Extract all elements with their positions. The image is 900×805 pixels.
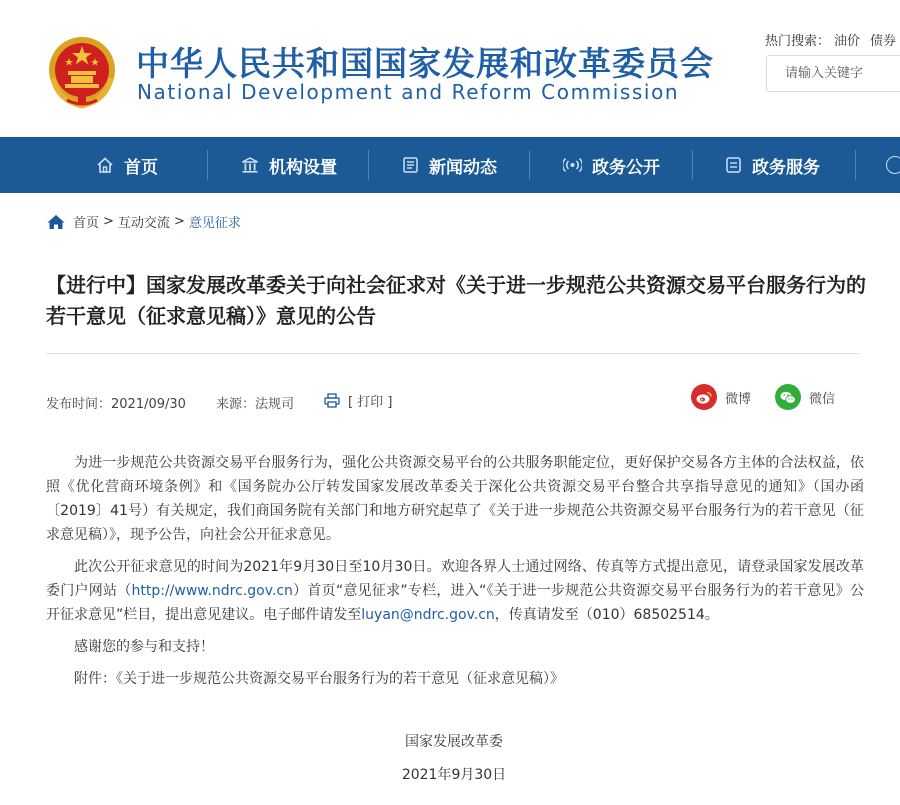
nav-divider bbox=[368, 150, 369, 180]
nav-item-gov-affairs-open[interactable] bbox=[563, 137, 660, 193]
breadcrumb-link-interaction[interactable]: 互动交流 bbox=[117, 216, 170, 231]
hot-search-label: 热门搜索： bbox=[765, 34, 831, 49]
site-header bbox=[0, 0, 900, 137]
article-source: 来源：法规司 bbox=[216, 397, 295, 412]
nav-label-news: 新闻动态 bbox=[429, 157, 497, 178]
nav-label-home: 首页 bbox=[124, 157, 158, 178]
hot-search bbox=[765, 30, 900, 49]
search-box bbox=[766, 55, 900, 92]
share-weibo-button[interactable] bbox=[691, 384, 751, 410]
printer-icon bbox=[324, 393, 340, 408]
article-paragraph-3: 感谢您的参与和支持！ bbox=[74, 639, 214, 655]
nav-item-news[interactable] bbox=[402, 137, 497, 193]
nav-divider bbox=[855, 150, 856, 180]
news-icon bbox=[402, 156, 419, 174]
nav-divider bbox=[529, 150, 530, 180]
article-paragraph-1: 为进一步规范公共资源交易平台服务行为，强化公共资源交易平台的公共服务职能定位，更好保护交易各方主体的合法权益，依照《优化营商环境条例》和《国务院办公厅转发国家发展改革委关于深化公共资源交易平台整合共享指导意见的通知》（国办函〔2019〕41号）有关规定，我们商国务院有关部门和地方研究起草了《关于进一步规范公共资源交易平台服务行为的若干意见（征求意见稿）》，现予公告，向社会公开征求意见。 bbox=[46, 455, 864, 543]
print-button[interactable] bbox=[324, 391, 392, 410]
share-wechat-label: 微信 bbox=[809, 391, 836, 407]
title-divider bbox=[46, 353, 860, 354]
signoff-organization: 国家发展改革委 bbox=[405, 734, 503, 750]
breadcrumb-current: 意见征求 bbox=[188, 216, 241, 231]
nav-divider bbox=[207, 150, 208, 180]
share-wechat-button[interactable] bbox=[775, 384, 835, 410]
main-nav bbox=[0, 137, 900, 193]
nav-item-home[interactable] bbox=[96, 137, 158, 193]
nav-divider bbox=[692, 150, 693, 180]
attachment-link[interactable]: 附件：《关于进一步规范公共资源交易平台服务行为的若干意见（征求意见稿）》 bbox=[74, 671, 564, 687]
nav-label-gov-services: 政务服务 bbox=[752, 157, 820, 178]
wechat-icon bbox=[775, 384, 801, 410]
home-icon bbox=[96, 156, 114, 174]
ndrc-website-link[interactable]: http://www.ndrc.gov.cn bbox=[131, 583, 293, 599]
signoff-date: 2021年9月30日 bbox=[401, 767, 507, 783]
article-body bbox=[46, 451, 864, 691]
breadcrumb-separator: > bbox=[103, 214, 114, 229]
breadcrumb-separator: > bbox=[173, 214, 185, 229]
nav-item-gov-services[interactable] bbox=[725, 137, 820, 193]
national-emblem-icon[interactable] bbox=[45, 34, 119, 112]
hot-search-link-oil[interactable]: 油价 bbox=[834, 34, 861, 49]
site-title-en[interactable]: National Development and Reform Commission bbox=[137, 80, 680, 104]
institution-icon bbox=[241, 156, 259, 174]
site-title-cn[interactable]: 中华人民共和国国家发展和改革委员会 bbox=[136, 44, 714, 83]
email-link[interactable]: luyan@ndrc.gov.cn bbox=[361, 607, 495, 623]
nav-overflow-icon bbox=[886, 156, 900, 174]
nav-item-institution[interactable] bbox=[241, 137, 337, 193]
breadcrumb-link-home[interactable]: 首页 bbox=[73, 216, 100, 231]
page-title: 【进行中】国家发展改革委关于向社会征求对《关于进一步规范公共资源交易平台服务行为的若干意见（征求意见稿）》意见的公告 bbox=[46, 273, 866, 328]
nav-label-gov-affairs-open: 政务公开 bbox=[592, 157, 660, 178]
home-icon[interactable] bbox=[47, 214, 65, 230]
search-input[interactable] bbox=[767, 56, 900, 91]
share-weibo-label: 微博 bbox=[725, 391, 752, 407]
broadcast-icon bbox=[563, 156, 582, 174]
print-label: [ 打印 ] bbox=[348, 395, 393, 410]
nav-label-institution: 机构设置 bbox=[269, 157, 337, 178]
article-paragraph-2 bbox=[46, 555, 864, 627]
article-paragraph-2-text: ）首页“意见征求”专栏，进入“《关于进一步规范公共资源交易平台服务行为的若干意见》公开征求意见”栏目，提出意见建议。电子邮件请发至 bbox=[46, 583, 865, 623]
service-icon bbox=[725, 156, 742, 174]
article-paragraph-2-text: ，传真请发至（010）68502514。 bbox=[494, 607, 719, 623]
hot-search-link-bond[interactable]: 债券 bbox=[870, 34, 897, 49]
breadcrumb bbox=[47, 212, 241, 231]
article-paragraph-2-text: 此次公开征求意见的时间为2021年9月30日至10月30日。欢迎各界人士通过网络、传真等方式提出意见，请登录国家发展改革委门户网站（ bbox=[46, 559, 864, 599]
weibo-icon bbox=[691, 384, 717, 410]
publish-time: 发布时间：2021/09/30 bbox=[46, 397, 186, 412]
